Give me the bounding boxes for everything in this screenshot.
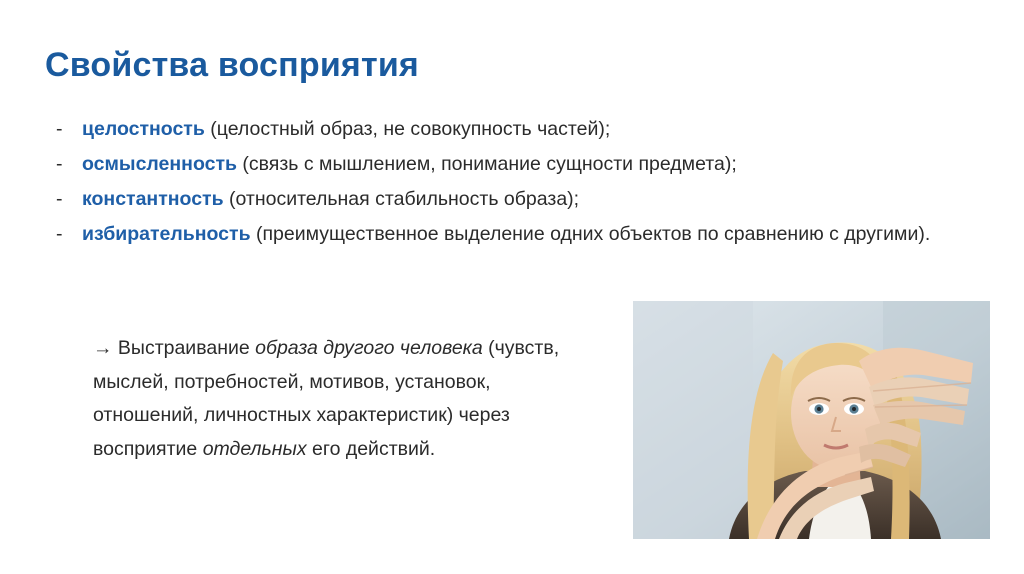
list-item-text [82,113,956,146]
list-item-text [82,148,956,181]
bullet-marker: - [56,118,63,140]
bullet-list [56,113,956,253]
list-item-rest: (относительная стабильность образа); [223,188,580,210]
list-item-text [82,218,956,251]
list-item [56,218,956,251]
list-item-term: избирательность [82,223,251,245]
arrow-glyph: → [93,337,113,359]
conclusion-part3: его действий. [306,437,436,460]
conclusion-italic-1: образа другого человека [255,337,483,359]
list-item-rest: (целостный образ, не совокупность частей); [204,118,611,140]
list-item-term: осмысленность [82,153,237,175]
conclusion-part2: (чувств, мыслей, потребностей, мотивов, установок, отношений, личностных характеристик) через восприятие [93,337,560,460]
list-item-rest: (преимущественное выделение одних объектов по сравнению с другими). [250,223,931,245]
conclusion-part1: Выстраивание [112,337,256,359]
list-item-term: константность [82,188,224,210]
list-item-rest: (связь с мышлением, понимание сущности предмета); [237,153,737,175]
list-item [56,183,956,216]
list-item [56,148,956,181]
bullet-marker: - [56,223,63,245]
bullet-marker: - [56,188,63,210]
conclusion-italic-2: отдельных [202,437,307,460]
page-title: Свойства восприятия [45,46,419,84]
list-item-term: целостность [82,118,205,140]
bullet-marker: - [56,153,63,175]
list-item-text [82,183,956,216]
slide-photo [633,301,990,539]
conclusion-text [93,332,593,466]
list-item [56,113,956,146]
photo-illustration [633,301,990,539]
